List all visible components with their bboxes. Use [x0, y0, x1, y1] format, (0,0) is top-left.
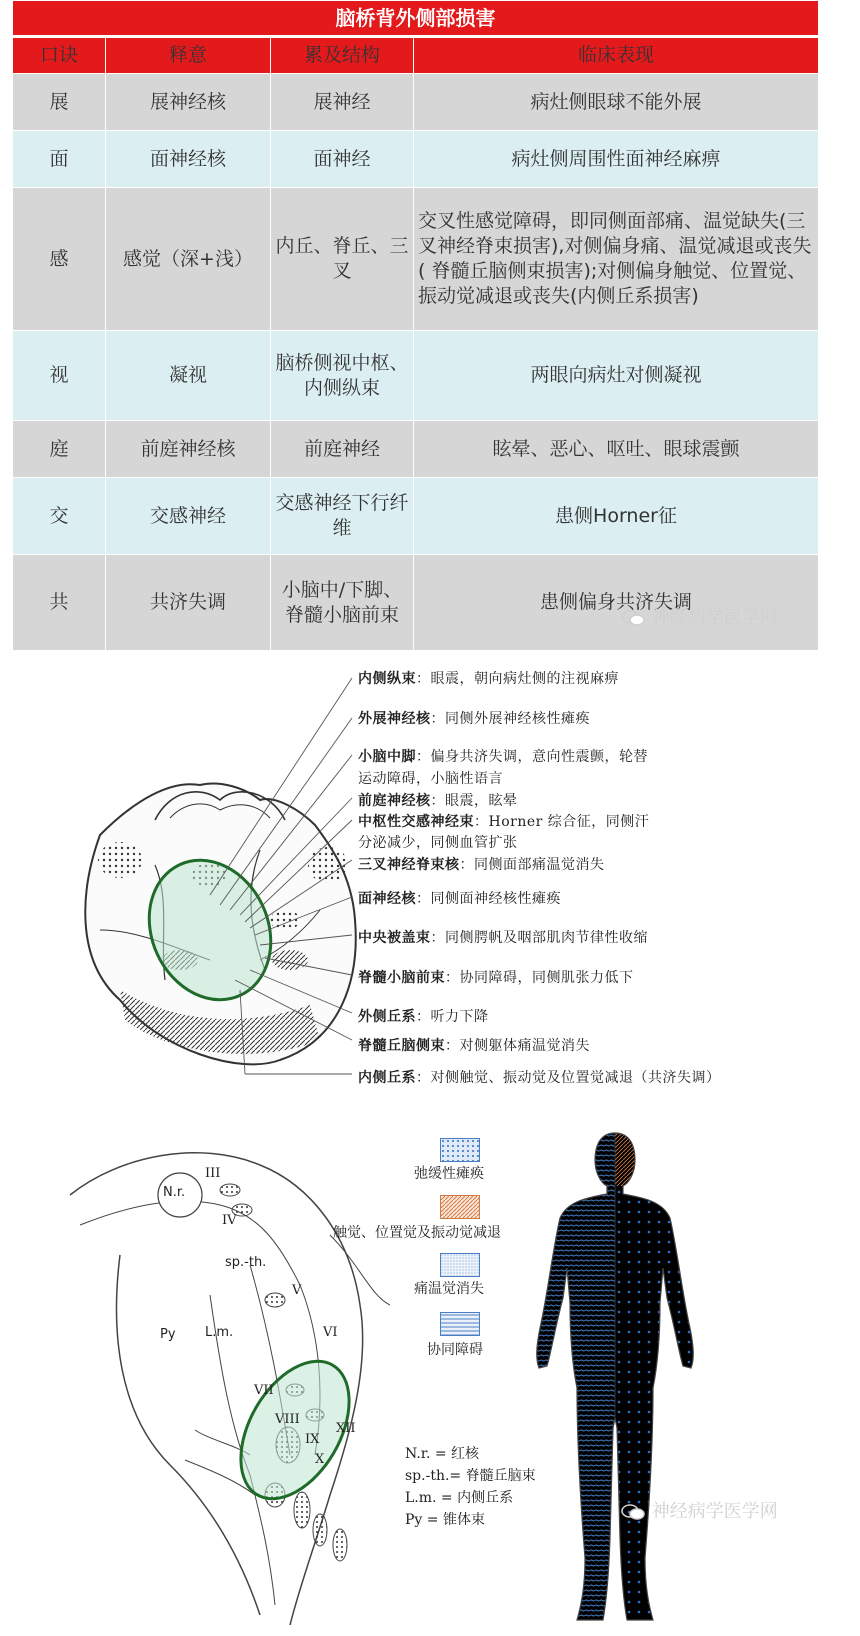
table-title-row: [13, 1, 819, 37]
abbr-spth: sp.-th.= 脊髓丘脑束: [405, 1468, 536, 1484]
cell-meaning: 凝视: [106, 331, 271, 421]
table-row: [13, 331, 819, 421]
cell-structure: 小脑中/下脚、脊髓小脑前束: [271, 555, 414, 651]
label-vsct: 脊髓小脑前束：协同障碍，同侧肌张力低下: [358, 970, 634, 986]
label-desc: 分泌减少，同侧血管扩张: [358, 835, 518, 851]
cell-structure: 交感神经下行纤维: [271, 478, 414, 555]
cell-meaning: 感觉（深+浅）: [106, 188, 271, 331]
label-stt: 脊髓丘脑侧束：对侧躯体痛温觉消失: [358, 1038, 590, 1054]
table-row: [13, 188, 819, 331]
label-mlf: 内侧纵束：眼震，朝向病灶侧的注视麻痹: [358, 671, 619, 687]
label-spth: sp.-th.: [225, 1255, 267, 1270]
cell-clinical: 病灶侧眼球不能外展: [414, 74, 819, 131]
cell-meaning: 共济失调: [106, 555, 271, 651]
table-header-row: [13, 37, 819, 74]
label-desc: 偏身共济失调，意向性震颤，轮替: [430, 749, 648, 765]
table-title: 脑桥背外侧部损害: [13, 1, 819, 37]
label-name: 小脑中脚: [358, 749, 416, 765]
brainstem-lateral-drawing: [60, 1135, 390, 1625]
hatch-pattern-icon: [441, 1196, 479, 1218]
legend-coordination: 协同障碍: [427, 1342, 483, 1358]
label-desc: 同侧面部痛温觉消失: [474, 857, 605, 873]
watermark-text: 神经病学医学网: [651, 1501, 778, 1522]
abbr-lm: L.m. = 内侧丘系: [405, 1490, 514, 1506]
label-xii: XII: [336, 1421, 356, 1436]
label-medial-lemniscus: 内侧丘系：对侧触觉、振动觉及位置觉减退（共济失调）: [358, 1070, 721, 1086]
label-desc: Horner 综合征，同侧汗: [488, 814, 650, 830]
label-py: Py: [160, 1327, 176, 1342]
label-lm: L.m.: [205, 1325, 234, 1340]
table-row: [13, 74, 819, 131]
header-cell: 临床表现: [414, 37, 819, 74]
lesion-table: [12, 0, 819, 651]
label-desc: 眼震，朝向病灶侧的注视麻痹: [430, 671, 619, 687]
label-sympathetic-cont: [358, 832, 518, 852]
human-body-figure: [515, 1128, 715, 1628]
cell-clinical: 两眼向病灶对侧凝视: [414, 331, 819, 421]
label-name: 内侧纵束: [358, 671, 416, 687]
label-name: 脊髓丘脑侧束: [358, 1038, 445, 1054]
label-name: 前庭神经核: [358, 793, 431, 809]
header-cell: 口诀: [13, 37, 106, 74]
table-row: [13, 421, 819, 478]
label-name: 面神经核: [358, 891, 416, 907]
label-desc: 运动障碍，小脑性语言: [358, 771, 503, 787]
legend-pain: 痛温觉消失: [414, 1281, 484, 1297]
cell-key: 共: [13, 555, 106, 651]
label-x: X: [315, 1452, 325, 1467]
label-name: 三叉神经脊束核: [358, 857, 460, 873]
cell-meaning: 交感神经: [106, 478, 271, 555]
label-desc: 对侧躯体痛温觉消失: [459, 1038, 590, 1054]
cell-clinical: 患侧Horner征: [414, 478, 819, 555]
cell-key: 感: [13, 188, 106, 331]
label-desc: 同侧腭帆及咽部肌肉节律性收缩: [445, 930, 648, 946]
cell-key: 视: [13, 331, 106, 421]
label-desc: 对侧触觉、振动觉及位置觉减退（共济失调）: [430, 1070, 721, 1086]
cell-meaning: 前庭神经核: [106, 421, 271, 478]
label-trigeminal: 三叉神经脊束核：同侧面部痛温觉消失: [358, 857, 605, 873]
cell-clinical: 眩晕、恶心、呕吐、眼球震颤: [414, 421, 819, 478]
cell-key: 展: [13, 74, 106, 131]
label-v: V: [292, 1283, 302, 1298]
watermark: [620, 603, 778, 629]
label-name: 外展神经核: [358, 711, 431, 727]
label-nr: N.r.: [163, 1185, 186, 1200]
label-desc: 听力下降: [430, 1009, 489, 1025]
label-name: 脊髓小脑前束: [358, 970, 445, 986]
cell-meaning: 展神经核: [106, 74, 271, 131]
cell-key: 庭: [13, 421, 106, 478]
cell-clinical: 患侧偏身共济失调: [414, 555, 819, 651]
cell-meaning: 面神经核: [106, 131, 271, 188]
label-ctt: 中央被盖束：同侧腭帆及咽部肌肉节律性收缩: [358, 930, 648, 946]
label-name: 中央被盖束: [358, 930, 431, 946]
label-vii: VII: [254, 1383, 274, 1398]
header-cell: 累及结构: [271, 37, 414, 74]
label-facial: 面神经核：同侧面神经核性瘫痪: [358, 891, 561, 907]
table-row: [13, 478, 819, 555]
lines-pattern-icon: [441, 1313, 479, 1335]
label-vestibular: 前庭神经核：眼震，眩晕: [358, 793, 518, 809]
cell-structure: 面神经: [271, 131, 414, 188]
stipple-pattern-icon: [441, 1254, 479, 1276]
label-ix: IX: [305, 1432, 320, 1447]
cell-clinical: 病灶侧周围性面神经麻痹: [414, 131, 819, 188]
label-mcp-cont: [358, 768, 503, 788]
legend-flaccid: 弛缓性瘫痪: [414, 1166, 484, 1182]
watermark-text: 神经病学医学网: [651, 607, 778, 628]
cell-structure: 前庭神经: [271, 421, 414, 478]
swatch-touch: [440, 1195, 480, 1219]
label-viii: VIII: [275, 1412, 300, 1427]
cell-key: 面: [13, 131, 106, 188]
swatch-pain: [440, 1253, 480, 1277]
legend-touch: 触觉、位置觉及振动觉减退: [333, 1225, 501, 1241]
pons-cross-section-drawing: [60, 660, 380, 1090]
cell-structure: 脑桥侧视中枢、内侧纵束: [271, 331, 414, 421]
label-name: 外侧丘系: [358, 1009, 416, 1025]
label-name: 中枢性交感神经束: [358, 814, 474, 830]
swatch-flaccid: [440, 1138, 480, 1162]
wechat-icon: [620, 609, 646, 627]
cell-structure: 展神经: [271, 74, 414, 131]
cell-clinical: 交叉性感觉障碍，即同侧面部痛、温觉缺失(三叉神经脊束损害),对侧偏身痛、温觉减退或丧失( 脊髓丘脑侧束损害);对侧偏身触觉、位置觉、振动觉减退或丧失(内侧丘系损害): [414, 188, 819, 331]
label-iv: IV: [222, 1213, 237, 1228]
label-name: 内侧丘系: [358, 1070, 416, 1086]
label-sympathetic: 中枢性交感神经束：Horner 综合征，同侧汗: [358, 814, 650, 830]
header-cell: 释意: [106, 37, 271, 74]
label-lateral-lemniscus: 外侧丘系：听力下降: [358, 1009, 489, 1025]
label-desc: 眼震，眩晕: [445, 793, 518, 809]
label-iii: III: [205, 1166, 221, 1181]
swatch-coordination: [440, 1312, 480, 1336]
label-abducens: 外展神经核：同侧外展神经核性瘫痪: [358, 711, 590, 727]
watermark: [620, 1497, 778, 1523]
cell-key: 交: [13, 478, 106, 555]
wechat-icon: [620, 1503, 646, 1521]
label-desc: 协同障碍，同侧肌张力低下: [459, 970, 634, 986]
abbr-nr: N.r. = 红核: [405, 1446, 480, 1462]
label-desc: 同侧面神经核性瘫痪: [430, 891, 561, 907]
label-mcp: 小脑中脚：偏身共济失调，意向性震颤，轮替: [358, 749, 648, 765]
label-desc: 同侧外展神经核性瘫痪: [445, 711, 590, 727]
dotted-pattern-icon: [441, 1139, 479, 1161]
table-row: [13, 131, 819, 188]
cell-structure: 内丘、脊丘、三叉: [271, 188, 414, 331]
abbr-py: Py = 锥体束: [405, 1512, 485, 1528]
label-vi: VI: [323, 1325, 338, 1340]
